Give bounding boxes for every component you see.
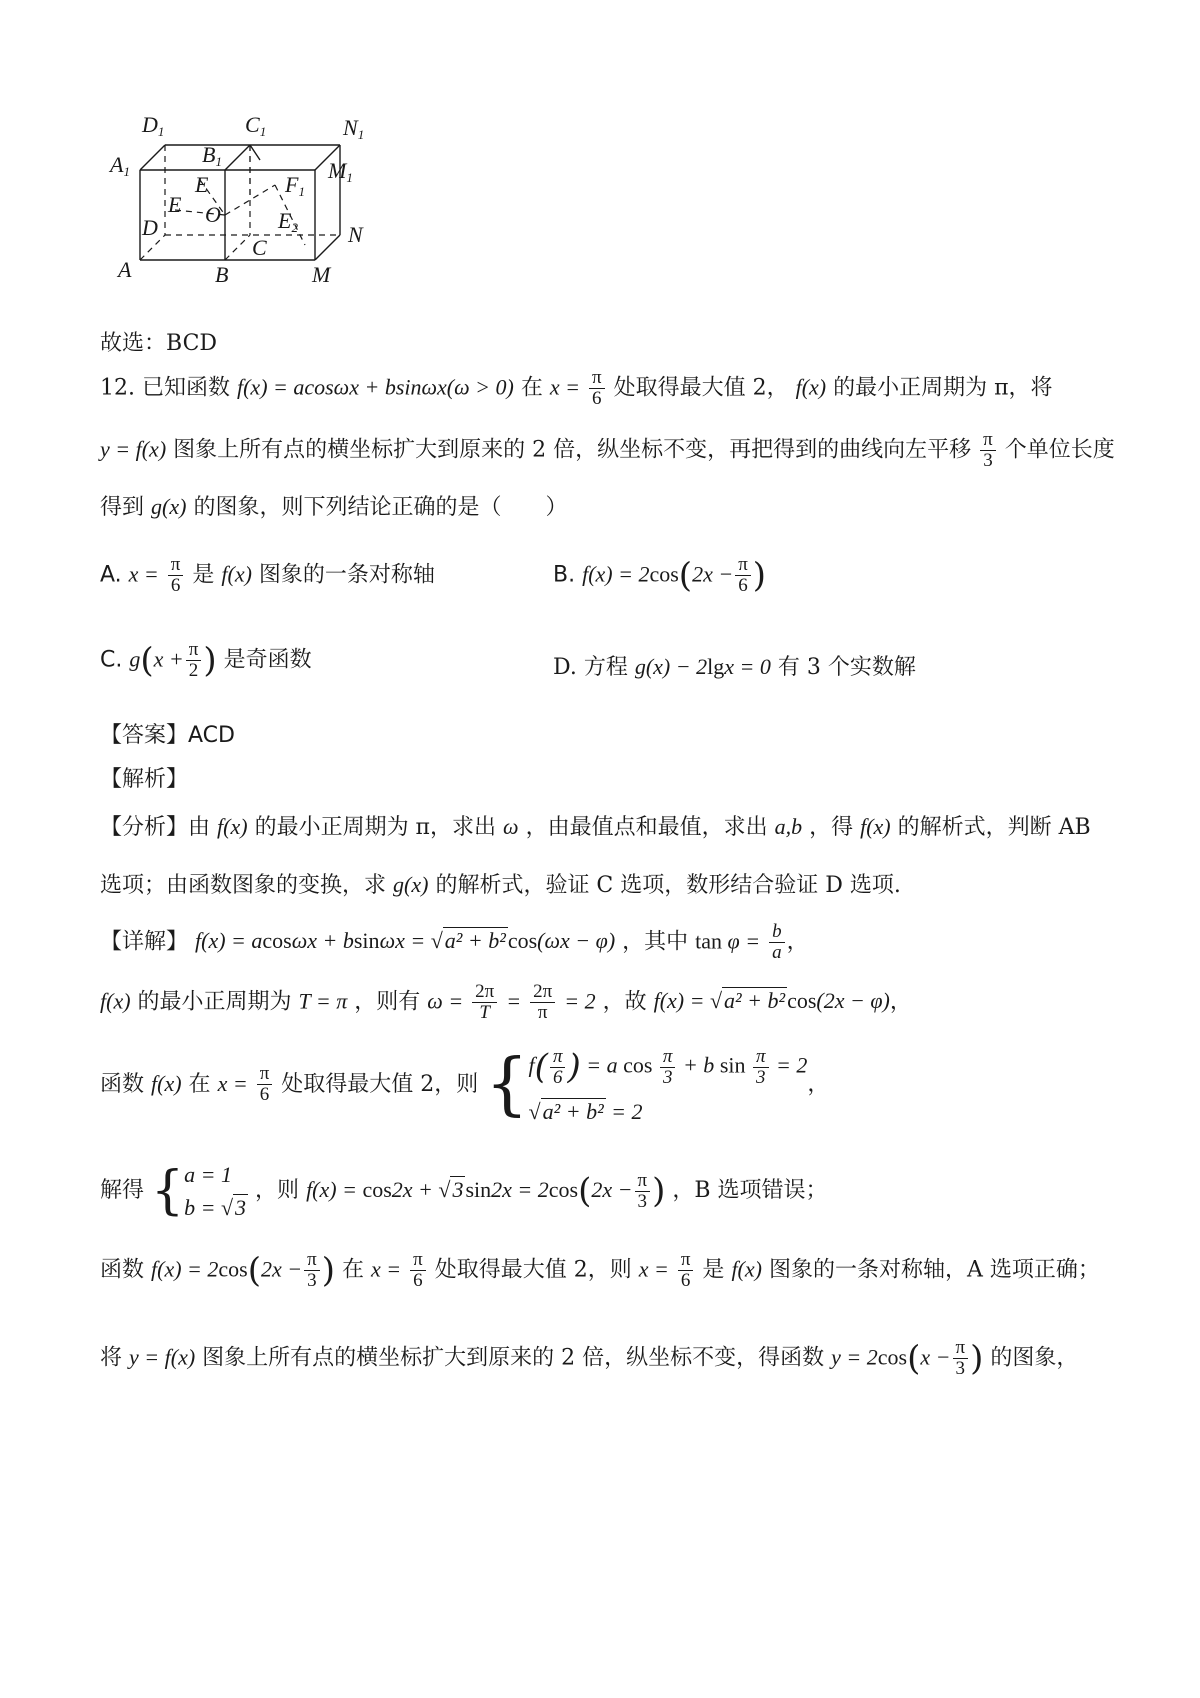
- math-x-eq: x =: [128, 561, 159, 587]
- vertex-label-d: D: [142, 215, 158, 240]
- xiangjie-line-4: 解得 { a = 1 b = √3 ，则 f(x) = cos2x + √3sin2x = 2cos(2x − $\frac{\pi}{3}$ ) ，B 选项错误；: [100, 1158, 828, 1224]
- q12-at: 在: [520, 375, 543, 401]
- math-xj2: f(x) = √a² + b²cos(2x − φ): [653, 988, 890, 1014]
- xj2-d: ，故: [602, 989, 647, 1015]
- xj6-c: 的图象，: [990, 1345, 1079, 1371]
- fenxi-c: ，由最值点和最值，求出: [525, 815, 768, 840]
- option-c-label: C.: [100, 647, 123, 673]
- q12-function: f(x) = acosωx + bsinωx(ω > 0): [236, 374, 514, 400]
- math-xj6: y = 2cos: [831, 1344, 908, 1370]
- math-option-b: f(x) = 2cos: [582, 561, 679, 587]
- xj4-a: 解得: [100, 1178, 145, 1203]
- q12-transform: 图象上所有点的横坐标扩大到原来的 2 倍，纵坐标不变，再把得到的曲线向左平移: [173, 437, 972, 463]
- math-ab: a,b: [774, 814, 803, 839]
- vertex-label-m1: M1: [328, 158, 353, 185]
- option-a-text: 图象的一条对称轴: [258, 562, 435, 588]
- guxuan-text: 故选：BCD: [100, 331, 218, 356]
- xiangjie-line-2: f(x) 的最小正周期为 T = π ，则有 ω = $\frac{2\pi}{T}$ = $\frac{2\pi}{\pi}$ = 2 ，故 f(x) = √a² + b²cos(2x − φ)，: [100, 981, 912, 1023]
- solution-system: { a = 1 b = √3: [151, 1161, 247, 1221]
- xj5-c: 处取得最大值 2，则: [434, 1257, 632, 1283]
- xj2-c: ，则有: [354, 989, 421, 1015]
- math-x-eq: x =: [549, 374, 580, 400]
- math-xj4: f(x) = cos2x + √3sin2x = 2cos: [306, 1177, 579, 1202]
- math-fx: f(x): [860, 814, 891, 839]
- xj4-b: ，则: [255, 1178, 300, 1203]
- vertex-label-a1: A1: [110, 152, 130, 179]
- math-omega-eq: ω =: [427, 988, 464, 1014]
- math-x-eq: x =: [217, 1070, 248, 1096]
- vertex-label-e2: E2: [278, 208, 298, 235]
- vertex-label-c1: C1: [245, 112, 267, 139]
- vertex-label-n: N: [348, 222, 363, 247]
- math-eq: =: [506, 988, 522, 1014]
- xj2-b: 的最小正周期为: [137, 989, 292, 1015]
- vertex-label-f1: F1: [285, 172, 305, 199]
- math-T: T = π: [298, 988, 348, 1014]
- math-fx: f(x): [217, 814, 248, 839]
- frac-pi-6: $\frac{\pi}{6}$: [735, 555, 751, 596]
- math-y-eq-fx: y = f(x): [100, 436, 167, 462]
- q12-intro: 12. 已知函数: [100, 375, 230, 401]
- answer-tag: 【答案】: [100, 723, 189, 748]
- fenxi2-a: 选项；由函数图象的变换，求: [100, 873, 387, 898]
- option-a: [100, 555, 435, 596]
- math-fx: f(x): [100, 988, 131, 1014]
- option-d-label: D. 方程: [553, 655, 628, 680]
- xj5-e: 图象的一条对称轴，A 选项正确；: [768, 1257, 1100, 1283]
- xiangjie-line-5: 函数 f(x) = 2cos(2x − $\frac{\pi}{3}$ ) 在 x = $\frac{\pi}{6}$ 处取得最大值 2，则 x = $\frac{\pi}{6}$ 是 f(x) 图象的一条对称轴，A 选项正确；: [100, 1249, 1100, 1291]
- xj4-c: ，B 选项错误；: [672, 1178, 828, 1203]
- math-fx: f(x): [151, 1070, 182, 1096]
- option-d: [553, 650, 916, 681]
- q12-line-3: [100, 490, 567, 521]
- frac-pi-6: $\frac{\pi}{6}$: [410, 1250, 426, 1291]
- xj3-b: 在: [188, 1071, 211, 1097]
- q12-period: 的最小正周期为 π，将: [833, 375, 1053, 401]
- xj6-b: 图象上所有点的横坐标扩大到原来的 2 倍，纵坐标不变，得函数: [202, 1345, 825, 1371]
- frac-2pi-pi: $\frac{2\pi}{\pi}$: [530, 982, 555, 1023]
- answer-choice-line: [100, 326, 217, 357]
- xj5-a: 函数: [100, 1257, 145, 1283]
- xiangjie-line-3: 函数 f(x) 在 x = $\frac{\pi}{6}$ 处取得最大值 2，则 { f( $\frac{\pi}{6}$ ) = a cos $\frac{\pi}{3}$ + b sin $\frac{\pi}{3}$ = 2 √a² + b² = 2 ，: [100, 1040, 829, 1130]
- xj3-c: 处取得最大值 2，则: [281, 1071, 479, 1097]
- xiangjie-line-6: 将 y = f(x) 图象上所有点的横坐标扩大到原来的 2 倍，纵坐标不变，得函数 y = 2cos(x − $\frac{\pi}{3}$ ) 的图象，: [100, 1337, 1079, 1379]
- math-gx: g(x): [393, 872, 429, 897]
- fenxi-line-2: [100, 868, 901, 899]
- math-omega: ω: [503, 814, 519, 839]
- math-xj1: f(x) = acosωx + bsinωx = √a² + b²cos(ωx − φ): [195, 928, 616, 954]
- frac-pi-6: $\frac{\pi}{6}$: [257, 1064, 273, 1105]
- fenxi-d: ，得: [809, 815, 854, 840]
- q12-max: 处取得最大值 2，: [613, 375, 789, 401]
- q12-unit: 个单位长度: [1004, 437, 1115, 463]
- option-b: B. f(x) = 2cos(2x − $\frac{\pi}{6}$ ): [553, 554, 767, 596]
- fenxi-e: 的解析式，判断 AB: [897, 815, 1091, 840]
- answer-value: ACD: [188, 723, 235, 748]
- fenxi-line-1: [100, 810, 1091, 841]
- fenxi-tag: 【分析】: [100, 815, 189, 840]
- xj5-b: 在: [341, 1257, 364, 1283]
- xiangjie-tag: 【详解】: [100, 929, 189, 955]
- frac-pi-6: $\frac{\pi}{6}$: [168, 555, 184, 596]
- option-a-is: 是: [192, 562, 215, 588]
- q12-get: 得到: [100, 495, 145, 520]
- math-y-eq-fx: y = f(x): [129, 1344, 196, 1370]
- fenxi2-b: 的解析式，验证 C 选项，数形结合验证 D 选项.: [435, 873, 901, 898]
- vertex-label-e-small: E: [168, 192, 182, 217]
- frac-pi-6: $\frac{\pi}{6}$: [589, 368, 605, 409]
- xj1-b: ，其中: [622, 929, 689, 955]
- jiexi-tag: 【解析】: [100, 767, 189, 792]
- vertex-label-d1: D1: [142, 112, 165, 139]
- vertex-label-o: O: [205, 202, 221, 227]
- math-tan: tan φ =: [695, 928, 761, 954]
- q12-line-2: [100, 430, 1115, 471]
- vertex-label-c: C: [252, 235, 267, 260]
- math-xj5: f(x) = 2cos: [151, 1256, 248, 1282]
- xj5-d: 是: [702, 1257, 725, 1283]
- jiexi-line: [100, 762, 188, 793]
- vertex-label-b: B: [215, 262, 229, 287]
- option-c: C. g(x + $\frac{\pi}{2}$ ) 是奇函数: [100, 639, 312, 681]
- frac-pi-6: $\frac{\pi}{6}$: [678, 1250, 694, 1291]
- vertex-label-n1: N1: [343, 115, 365, 142]
- answer-line: [100, 718, 235, 749]
- math-eq-2: = 2: [564, 988, 596, 1014]
- q12-line-1: [100, 368, 1053, 409]
- option-c-text: 是奇函数: [223, 647, 312, 673]
- option-b-label: B.: [553, 562, 576, 588]
- vertex-label-a: A: [118, 257, 132, 282]
- vertex-label-m: M: [312, 262, 331, 287]
- math-g: g: [129, 646, 141, 672]
- math-fx: f(x): [221, 561, 252, 587]
- vertex-label-e: E: [195, 172, 209, 197]
- frac-2pi-T: $\frac{2\pi}{T}$: [472, 982, 497, 1023]
- frac-pi-2: $\frac{\pi}{2}$: [186, 640, 202, 681]
- xiangjie-line-1: 【详解】 f(x) = acosωx + bsinωx = √a² + b²cos(ωx − φ) ，其中 tan φ = $\frac{b}{a}$ ，: [100, 921, 809, 963]
- option-d-text: 有 3 个实数解: [777, 655, 916, 680]
- math-gx: g(x): [151, 494, 187, 519]
- vertex-label-b1: B1: [202, 142, 222, 169]
- frac-b-a: $\frac{b}{a}$: [769, 922, 785, 963]
- cube-figure: [100, 110, 400, 300]
- option-a-label: A.: [100, 562, 122, 588]
- math-fx: f(x): [795, 374, 827, 400]
- fenxi-a: 由: [188, 815, 211, 840]
- equation-system: { f( $\frac{\pi}{6}$ ) = a cos $\frac{\pi}{3}$ + b sin $\frac{\pi}{3}$ = 2 √a² + b² = 2: [485, 1044, 808, 1125]
- xj6-a: 将: [100, 1345, 123, 1371]
- q12-question: 的图象，则下列结论正确的是（ ）: [193, 495, 568, 520]
- math-option-d: g(x) − 2lgx = 0: [634, 654, 771, 679]
- math-fx: f(x): [731, 1256, 762, 1282]
- math-x-eq: x =: [370, 1256, 402, 1282]
- xj3-a: 函数: [100, 1071, 145, 1097]
- frac-pi-3: $\frac{\pi}{3}$: [980, 430, 996, 471]
- math-x-eq: x =: [638, 1256, 669, 1282]
- fenxi-b: 的最小正周期为 π，求出: [254, 815, 497, 840]
